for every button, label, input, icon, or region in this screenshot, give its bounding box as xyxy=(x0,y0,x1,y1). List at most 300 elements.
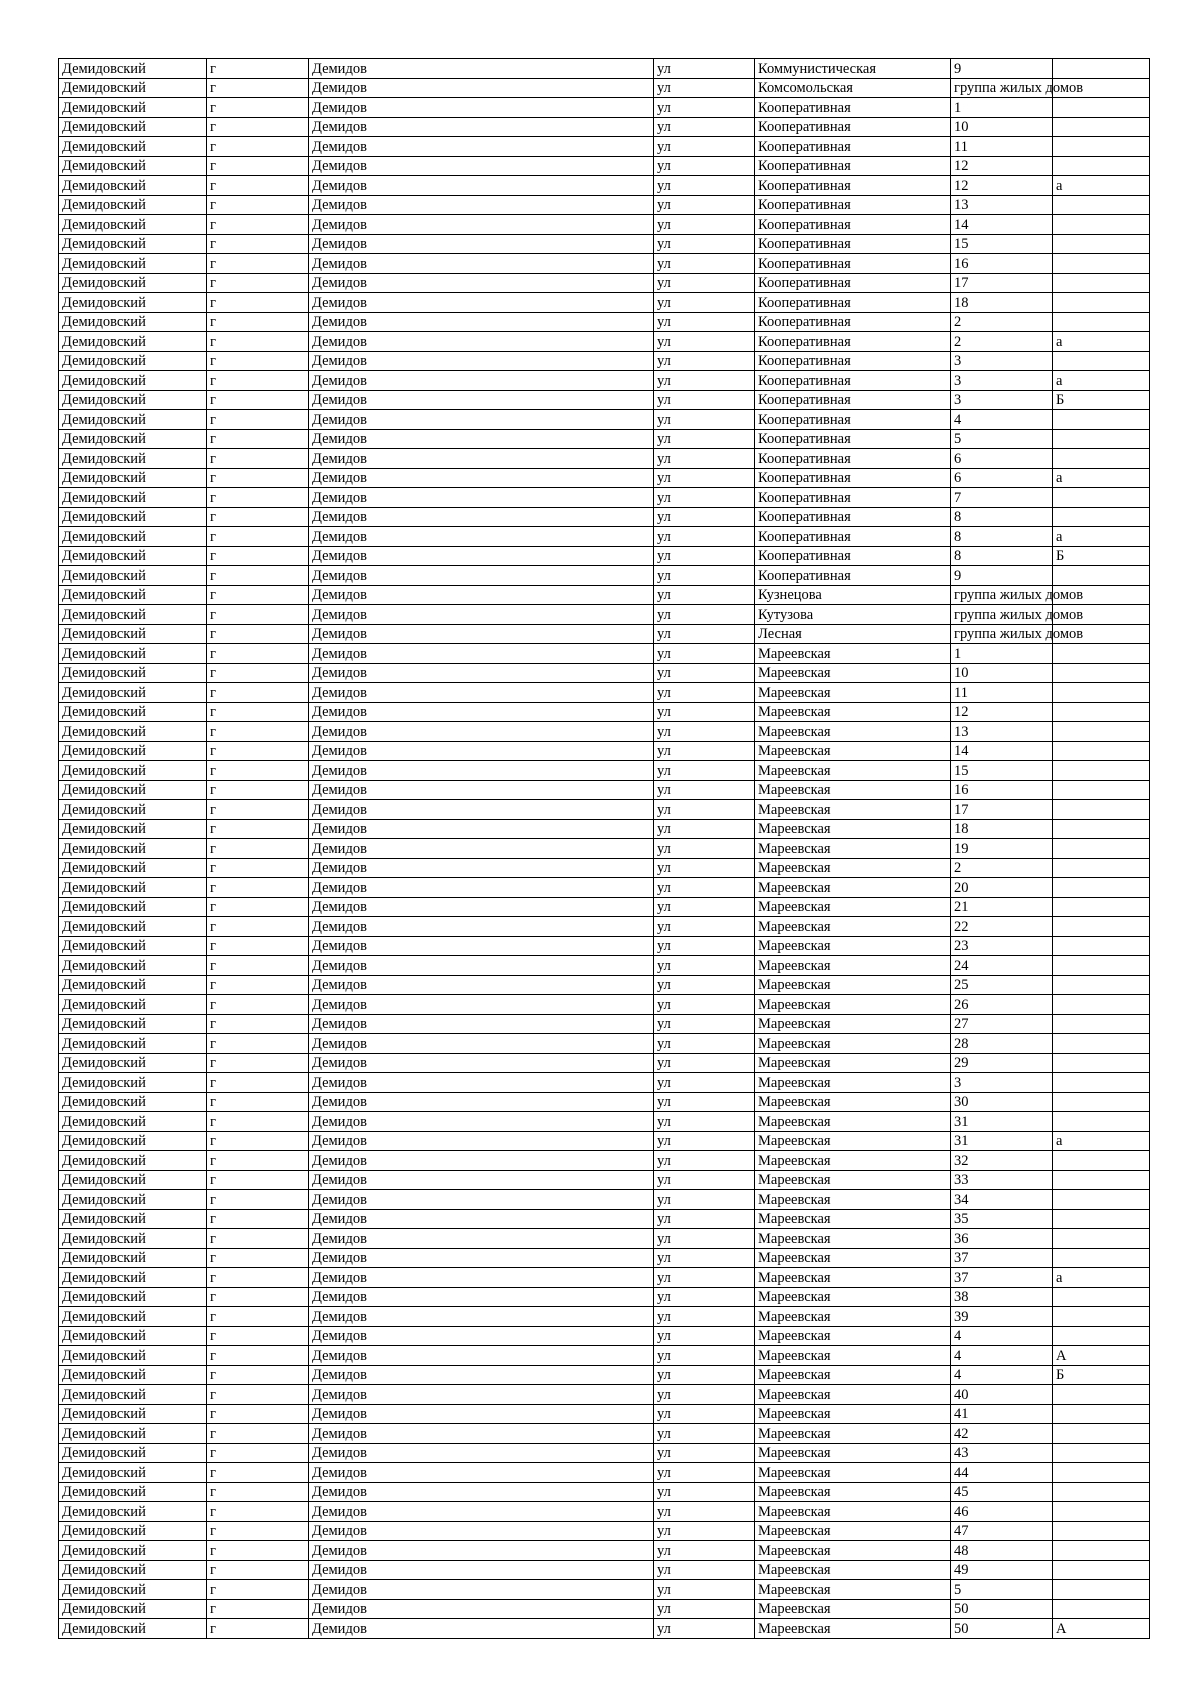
street-cell: Мареевская xyxy=(755,917,951,937)
street-cell: Мареевская xyxy=(755,1463,951,1483)
house-number-cell: 38 xyxy=(951,1287,1053,1307)
street-cell: Кооперативная xyxy=(755,527,951,547)
house-letter-cell xyxy=(1053,1307,1150,1327)
street-cell: Мареевская xyxy=(755,1014,951,1034)
locality-type-cell: г xyxy=(207,1580,309,1600)
house-number-cell: 42 xyxy=(951,1424,1053,1444)
district-cell: Демидовский xyxy=(59,254,207,274)
district-cell: Демидовский xyxy=(59,1385,207,1405)
district-cell: Демидовский xyxy=(59,780,207,800)
locality-cell: Демидов xyxy=(309,644,654,664)
street-cell: Кооперативная xyxy=(755,449,951,469)
street-type-cell: ул xyxy=(654,546,755,566)
district-cell: Демидовский xyxy=(59,1131,207,1151)
table-row xyxy=(59,1092,1150,1112)
house-letter-cell: Б xyxy=(1053,546,1150,566)
street-cell: Кооперативная xyxy=(755,312,951,332)
locality-type-cell: г xyxy=(207,332,309,352)
table-row xyxy=(59,1268,1150,1288)
district-cell: Демидовский xyxy=(59,1014,207,1034)
district-cell: Демидовский xyxy=(59,819,207,839)
district-cell: Демидовский xyxy=(59,410,207,430)
locality-cell: Демидов xyxy=(309,936,654,956)
district-cell: Демидовский xyxy=(59,839,207,859)
locality-type-cell: г xyxy=(207,605,309,625)
street-cell: Мареевская xyxy=(755,995,951,1015)
locality-cell: Демидов xyxy=(309,390,654,410)
locality-cell: Демидов xyxy=(309,215,654,235)
street-cell: Мареевская xyxy=(755,1365,951,1385)
street-cell: Комсомольская xyxy=(755,78,951,98)
district-cell: Демидовский xyxy=(59,1502,207,1522)
street-cell: Мареевская xyxy=(755,1229,951,1249)
street-cell: Мареевская xyxy=(755,1034,951,1054)
district-cell: Демидовский xyxy=(59,1424,207,1444)
district-cell: Демидовский xyxy=(59,215,207,235)
locality-cell: Демидов xyxy=(309,1131,654,1151)
street-type-cell: ул xyxy=(654,429,755,449)
house-number-cell: 3 xyxy=(951,351,1053,371)
street-type-cell: ул xyxy=(654,1619,755,1639)
house-letter-cell xyxy=(1053,449,1150,469)
house-number-cell: 35 xyxy=(951,1209,1053,1229)
district-cell: Демидовский xyxy=(59,98,207,118)
house-number-cell: 12 xyxy=(951,156,1053,176)
street-cell: Мареевская xyxy=(755,956,951,976)
locality-type-cell: г xyxy=(207,488,309,508)
house-letter-cell: А xyxy=(1053,1346,1150,1366)
street-type-cell: ул xyxy=(654,1560,755,1580)
house-number-cell: 14 xyxy=(951,741,1053,761)
district-cell: Демидовский xyxy=(59,624,207,644)
district-cell: Демидовский xyxy=(59,1287,207,1307)
street-type-cell: ул xyxy=(654,390,755,410)
table-row xyxy=(59,1404,1150,1424)
locality-cell: Демидов xyxy=(309,741,654,761)
table-row xyxy=(59,1326,1150,1346)
locality-type-cell: г xyxy=(207,761,309,781)
street-type-cell: ул xyxy=(654,488,755,508)
locality-type-cell: г xyxy=(207,449,309,469)
locality-type-cell: г xyxy=(207,1287,309,1307)
street-type-cell: ул xyxy=(654,780,755,800)
district-cell: Демидовский xyxy=(59,1034,207,1054)
street-cell: Мареевская xyxy=(755,819,951,839)
street-cell: Мареевская xyxy=(755,897,951,917)
street-cell: Мареевская xyxy=(755,1248,951,1268)
street-cell: Мареевская xyxy=(755,741,951,761)
table-row xyxy=(59,1229,1150,1249)
district-cell: Демидовский xyxy=(59,878,207,898)
table-row xyxy=(59,780,1150,800)
street-type-cell: ул xyxy=(654,1151,755,1171)
house-letter-cell xyxy=(1053,1092,1150,1112)
house-number-cell: 17 xyxy=(951,273,1053,293)
house-letter-cell xyxy=(1053,1502,1150,1522)
street-cell: Мареевская xyxy=(755,1151,951,1171)
house-letter-cell xyxy=(1053,878,1150,898)
district-cell: Демидовский xyxy=(59,1229,207,1249)
locality-type-cell: г xyxy=(207,1053,309,1073)
table-row xyxy=(59,390,1150,410)
street-type-cell: ул xyxy=(654,1073,755,1093)
locality-type-cell: г xyxy=(207,1404,309,1424)
district-cell: Демидовский xyxy=(59,176,207,196)
district-cell: Демидовский xyxy=(59,1190,207,1210)
table-row xyxy=(59,351,1150,371)
street-cell: Мареевская xyxy=(755,1502,951,1522)
street-type-cell: ул xyxy=(654,1112,755,1132)
house-letter-cell xyxy=(1053,351,1150,371)
district-cell: Демидовский xyxy=(59,332,207,352)
house-letter-cell xyxy=(1053,995,1150,1015)
locality-cell: Демидов xyxy=(309,839,654,859)
locality-type-cell: г xyxy=(207,1190,309,1210)
locality-cell: Демидов xyxy=(309,429,654,449)
table-row xyxy=(59,800,1150,820)
street-cell: Кооперативная xyxy=(755,176,951,196)
table-row xyxy=(59,449,1150,469)
street-type-cell: ул xyxy=(654,507,755,527)
table-row xyxy=(59,1248,1150,1268)
street-type-cell: ул xyxy=(654,468,755,488)
house-letter-cell xyxy=(1053,956,1150,976)
locality-cell: Демидов xyxy=(309,254,654,274)
locality-type-cell: г xyxy=(207,956,309,976)
table-row xyxy=(59,1307,1150,1327)
street-cell: Мареевская xyxy=(755,1346,951,1366)
house-number-cell: 41 xyxy=(951,1404,1053,1424)
street-cell: Кооперативная xyxy=(755,215,951,235)
table-row xyxy=(59,312,1150,332)
table-row xyxy=(59,1287,1150,1307)
table-row xyxy=(59,1190,1150,1210)
house-number-cell: 39 xyxy=(951,1307,1053,1327)
table-row xyxy=(59,741,1150,761)
table-row xyxy=(59,644,1150,664)
street-type-cell: ул xyxy=(654,858,755,878)
table-row xyxy=(59,1541,1150,1561)
table-row xyxy=(59,1482,1150,1502)
house-letter-cell xyxy=(1053,1482,1150,1502)
district-cell: Демидовский xyxy=(59,761,207,781)
street-cell: Мареевская xyxy=(755,1385,951,1405)
table-row xyxy=(59,1424,1150,1444)
street-type-cell: ул xyxy=(654,312,755,332)
locality-type-cell: г xyxy=(207,975,309,995)
locality-cell: Демидов xyxy=(309,1112,654,1132)
house-letter-cell xyxy=(1053,234,1150,254)
house-number-cell: 11 xyxy=(951,137,1053,157)
locality-type-cell: г xyxy=(207,1541,309,1561)
locality-type-cell: г xyxy=(207,566,309,586)
house-letter-cell xyxy=(1053,117,1150,137)
locality-type-cell: г xyxy=(207,1385,309,1405)
street-cell: Мареевская xyxy=(755,1307,951,1327)
table-row xyxy=(59,1560,1150,1580)
street-cell: Мареевская xyxy=(755,1268,951,1288)
street-type-cell: ул xyxy=(654,1053,755,1073)
locality-cell: Демидов xyxy=(309,956,654,976)
house-letter-cell: а xyxy=(1053,176,1150,196)
locality-type-cell: г xyxy=(207,195,309,215)
house-letter-cell xyxy=(1053,98,1150,118)
locality-cell: Демидов xyxy=(309,527,654,547)
locality-type-cell: г xyxy=(207,897,309,917)
table-row xyxy=(59,78,1150,98)
street-cell: Кооперативная xyxy=(755,98,951,118)
street-cell: Кооперативная xyxy=(755,371,951,391)
district-cell: Демидовский xyxy=(59,546,207,566)
district-cell: Демидовский xyxy=(59,585,207,605)
table-row xyxy=(59,722,1150,742)
house-letter-cell xyxy=(1053,312,1150,332)
house-letter-cell xyxy=(1053,1151,1150,1171)
street-cell: Кооперативная xyxy=(755,137,951,157)
locality-cell: Демидов xyxy=(309,507,654,527)
district-cell: Демидовский xyxy=(59,722,207,742)
district-cell: Демидовский xyxy=(59,137,207,157)
street-cell: Мареевская xyxy=(755,663,951,683)
street-cell: Мареевская xyxy=(755,1190,951,1210)
table-row xyxy=(59,917,1150,937)
street-type-cell: ул xyxy=(654,176,755,196)
locality-type-cell: г xyxy=(207,1502,309,1522)
street-type-cell: ул xyxy=(654,1541,755,1561)
street-cell: Кооперативная xyxy=(755,254,951,274)
locality-cell: Демидов xyxy=(309,585,654,605)
address-table xyxy=(58,58,1150,1639)
house-number-cell: 47 xyxy=(951,1521,1053,1541)
district-cell: Демидовский xyxy=(59,507,207,527)
street-type-cell: ул xyxy=(654,215,755,235)
district-cell: Демидовский xyxy=(59,78,207,98)
district-cell: Демидовский xyxy=(59,273,207,293)
house-letter-cell xyxy=(1053,917,1150,937)
district-cell: Демидовский xyxy=(59,488,207,508)
district-cell: Демидовский xyxy=(59,1209,207,1229)
district-cell: Демидовский xyxy=(59,1346,207,1366)
district-cell: Демидовский xyxy=(59,1580,207,1600)
street-type-cell: ул xyxy=(654,917,755,937)
house-letter-cell: а xyxy=(1053,371,1150,391)
locality-cell: Демидов xyxy=(309,1326,654,1346)
house-number-cell: 31 xyxy=(951,1131,1053,1151)
table-row xyxy=(59,839,1150,859)
house-number-cell: 10 xyxy=(951,663,1053,683)
locality-cell: Демидов xyxy=(309,98,654,118)
street-type-cell: ул xyxy=(654,936,755,956)
street-type-cell: ул xyxy=(654,624,755,644)
table-row xyxy=(59,488,1150,508)
house-number-cell: 21 xyxy=(951,897,1053,917)
district-cell: Демидовский xyxy=(59,663,207,683)
district-cell: Демидовский xyxy=(59,59,207,79)
house-letter-cell xyxy=(1053,761,1150,781)
street-type-cell: ул xyxy=(654,1034,755,1054)
house-number-cell: 37 xyxy=(951,1268,1053,1288)
street-cell: Кооперативная xyxy=(755,351,951,371)
district-cell: Демидовский xyxy=(59,956,207,976)
district-cell: Демидовский xyxy=(59,1248,207,1268)
district-cell: Демидовский xyxy=(59,1092,207,1112)
street-type-cell: ул xyxy=(654,800,755,820)
house-letter-cell xyxy=(1053,683,1150,703)
locality-type-cell: г xyxy=(207,1619,309,1639)
street-type-cell: ул xyxy=(654,1268,755,1288)
locality-type-cell: г xyxy=(207,59,309,79)
house-letter-cell xyxy=(1053,722,1150,742)
district-cell: Демидовский xyxy=(59,858,207,878)
street-cell: Лесная xyxy=(755,624,951,644)
street-type-cell: ул xyxy=(654,1131,755,1151)
locality-cell: Демидов xyxy=(309,1424,654,1444)
locality-cell: Демидов xyxy=(309,1248,654,1268)
house-number-cell: 2 xyxy=(951,312,1053,332)
district-cell: Демидовский xyxy=(59,741,207,761)
table-row xyxy=(59,507,1150,527)
street-cell: Коммунистическая xyxy=(755,59,951,79)
table-row xyxy=(59,1521,1150,1541)
locality-type-cell: г xyxy=(207,1521,309,1541)
district-cell: Демидовский xyxy=(59,605,207,625)
house-letter-cell xyxy=(1053,1112,1150,1132)
house-number-cell: 3 xyxy=(951,371,1053,391)
street-type-cell: ул xyxy=(654,1404,755,1424)
house-number-cell: 46 xyxy=(951,1502,1053,1522)
street-type-cell: ул xyxy=(654,839,755,859)
district-cell: Демидовский xyxy=(59,995,207,1015)
house-letter-cell: Б xyxy=(1053,1365,1150,1385)
house-letter-cell xyxy=(1053,1443,1150,1463)
house-letter-cell xyxy=(1053,1287,1150,1307)
table-row xyxy=(59,371,1150,391)
locality-type-cell: г xyxy=(207,1131,309,1151)
table-row xyxy=(59,683,1150,703)
house-number-cell: 32 xyxy=(951,1151,1053,1171)
house-number-cell: 17 xyxy=(951,800,1053,820)
street-type-cell: ул xyxy=(654,1521,755,1541)
street-cell: Мареевская xyxy=(755,1424,951,1444)
district-cell: Демидовский xyxy=(59,1521,207,1541)
street-type-cell: ул xyxy=(654,234,755,254)
street-cell: Кооперативная xyxy=(755,117,951,137)
house-number-cell: 12 xyxy=(951,176,1053,196)
house-number-cell: 11 xyxy=(951,683,1053,703)
locality-cell: Демидов xyxy=(309,488,654,508)
street-cell: Мареевская xyxy=(755,878,951,898)
table-row xyxy=(59,273,1150,293)
table-row xyxy=(59,663,1150,683)
locality-type-cell: г xyxy=(207,273,309,293)
street-cell: Мареевская xyxy=(755,1541,951,1561)
street-type-cell: ул xyxy=(654,819,755,839)
street-type-cell: ул xyxy=(654,1365,755,1385)
house-letter-cell: а xyxy=(1053,468,1150,488)
table-row xyxy=(59,195,1150,215)
street-cell: Кооперативная xyxy=(755,234,951,254)
street-cell: Кооперативная xyxy=(755,293,951,313)
house-letter-cell xyxy=(1053,1209,1150,1229)
house-number-cell: 4 xyxy=(951,410,1053,430)
street-type-cell: ул xyxy=(654,644,755,664)
street-cell: Мареевская xyxy=(755,1170,951,1190)
locality-cell: Демидов xyxy=(309,722,654,742)
street-type-cell: ул xyxy=(654,741,755,761)
locality-cell: Демидов xyxy=(309,1580,654,1600)
locality-type-cell: г xyxy=(207,1014,309,1034)
locality-cell: Демидов xyxy=(309,975,654,995)
street-cell: Кооперативная xyxy=(755,566,951,586)
locality-type-cell: г xyxy=(207,800,309,820)
house-number-cell: 22 xyxy=(951,917,1053,937)
street-type-cell: ул xyxy=(654,1463,755,1483)
street-cell: Мареевская xyxy=(755,702,951,722)
house-number-cell: 5 xyxy=(951,429,1053,449)
locality-type-cell: г xyxy=(207,78,309,98)
street-cell: Мареевская xyxy=(755,1482,951,1502)
locality-cell: Демидов xyxy=(309,1053,654,1073)
street-type-cell: ул xyxy=(654,371,755,391)
house-number-cell: 31 xyxy=(951,1112,1053,1132)
locality-type-cell: г xyxy=(207,1560,309,1580)
house-letter-cell xyxy=(1053,1521,1150,1541)
house-letter-cell xyxy=(1053,897,1150,917)
table-row xyxy=(59,566,1150,586)
locality-type-cell: г xyxy=(207,1307,309,1327)
house-number-cell: 1 xyxy=(951,644,1053,664)
table-row xyxy=(59,1014,1150,1034)
house-letter-cell xyxy=(1053,1599,1150,1619)
locality-cell: Демидов xyxy=(309,1190,654,1210)
locality-cell: Демидов xyxy=(309,1014,654,1034)
street-cell: Мареевская xyxy=(755,800,951,820)
street-type-cell: ул xyxy=(654,897,755,917)
locality-type-cell: г xyxy=(207,1599,309,1619)
district-cell: Демидовский xyxy=(59,1560,207,1580)
table-row xyxy=(59,117,1150,137)
district-cell: Демидовский xyxy=(59,800,207,820)
table-row xyxy=(59,59,1150,79)
street-cell: Кооперативная xyxy=(755,273,951,293)
locality-cell: Демидов xyxy=(309,995,654,1015)
house-number-cell: 15 xyxy=(951,234,1053,254)
locality-cell: Демидов xyxy=(309,468,654,488)
house-letter-cell xyxy=(1053,156,1150,176)
table-row xyxy=(59,429,1150,449)
street-cell: Мареевская xyxy=(755,1092,951,1112)
house-number-cell: 37 xyxy=(951,1248,1053,1268)
house-letter-cell xyxy=(1053,839,1150,859)
locality-type-cell: г xyxy=(207,293,309,313)
house-letter-cell xyxy=(1053,59,1150,79)
locality-type-cell: г xyxy=(207,839,309,859)
house-letter-cell xyxy=(1053,858,1150,878)
locality-type-cell: г xyxy=(207,1443,309,1463)
house-letter-cell xyxy=(1053,1014,1150,1034)
locality-cell: Демидов xyxy=(309,156,654,176)
locality-type-cell: г xyxy=(207,1346,309,1366)
table-row xyxy=(59,215,1150,235)
house-letter-cell xyxy=(1053,1053,1150,1073)
locality-cell: Демидов xyxy=(309,1502,654,1522)
street-type-cell: ул xyxy=(654,449,755,469)
house-number-cell: 45 xyxy=(951,1482,1053,1502)
district-cell: Демидовский xyxy=(59,429,207,449)
table-row xyxy=(59,234,1150,254)
street-cell: Кооперативная xyxy=(755,332,951,352)
street-type-cell: ул xyxy=(654,156,755,176)
